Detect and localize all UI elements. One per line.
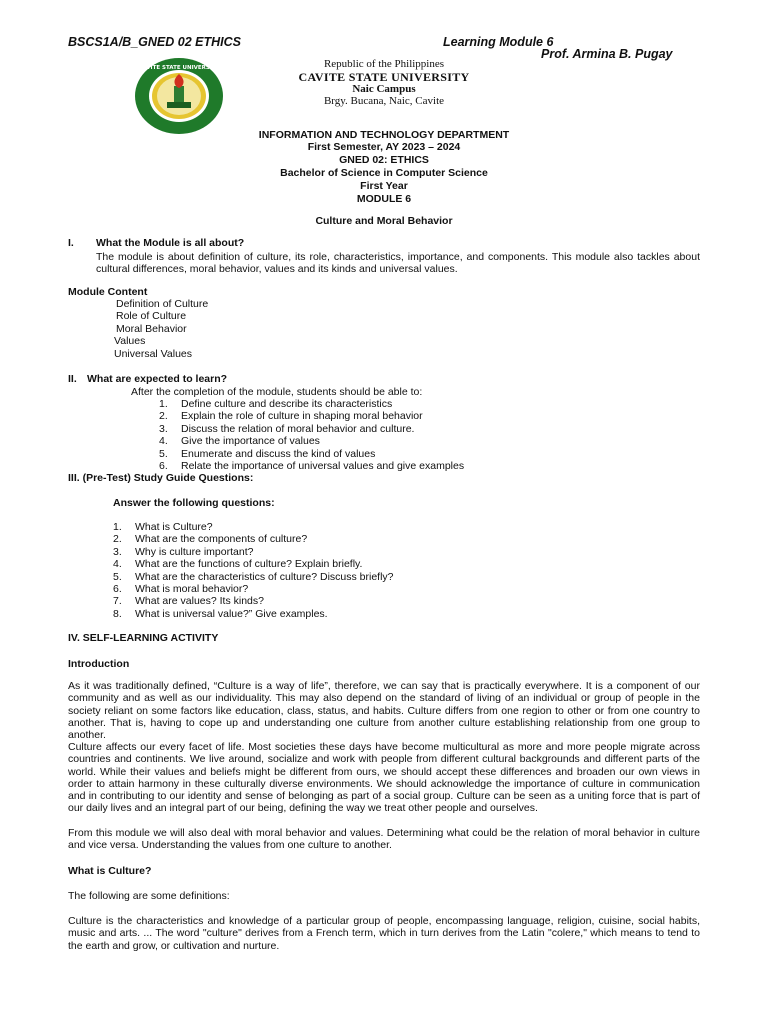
list-item: Moral Behavior <box>116 322 187 335</box>
list-item <box>159 435 464 447</box>
intro-paragraph-3: From this module we will also deal with moral behavior and values. Determining what could be the relation of moral behavior in culture and vice versa. Understanding the values from one culture to another. <box>68 827 700 852</box>
item-text: What is universal value?” Give examples. <box>135 607 328 620</box>
item-number: 3. <box>159 422 168 435</box>
section3-instruction: Answer the following questions: <box>113 497 275 509</box>
introduction-title: Introduction <box>68 658 130 670</box>
item-number: 2. <box>159 410 168 423</box>
campus-address: Brgy. Bucana, Naic, Cavite <box>323 95 445 107</box>
professor-header: Prof. Armina B. Pugay <box>541 47 673 61</box>
list-item <box>113 608 394 620</box>
item-number: 8. <box>113 607 122 620</box>
item-text: Discuss the relation of moral behavior and culture. <box>181 422 415 435</box>
item-text: What are values? Its kinds? <box>135 595 264 608</box>
list-item <box>159 448 464 460</box>
culture-definition: Culture is the characteristics and knowledge of a particular group of people, encompassing language, religion, cuisine, social habits, music and arts. ... The word "culture" derives from a French term, which in turn derives from the Latin "colere," which means to tend to the earth and grow, or cultivation and nurture. <box>68 915 700 952</box>
item-number: 6. <box>113 583 122 596</box>
item-number: 2. <box>113 533 122 546</box>
item-number: 4. <box>113 558 122 571</box>
section3-title: III. (Pre-Test) Study Guide Questions: <box>68 472 254 484</box>
section2-number: II. <box>68 373 77 385</box>
item-text: Explain the role of culture in shaping moral behavior <box>181 410 423 423</box>
item-text: Give the importance of values <box>181 435 320 448</box>
item-number: 5. <box>159 447 168 460</box>
campus-name: Naic Campus <box>352 83 416 95</box>
module-label-header: Learning Module 6 <box>443 35 554 49</box>
item-number: 5. <box>113 570 122 583</box>
item-text: What are the functions of culture? Explain briefly. <box>135 558 363 571</box>
section1-body: The module is about definition of culture, its role, characteristics, importance, and components. This module also tackles about cultural differences, moral behavior, values and its kinds and universal values. <box>96 251 700 276</box>
list-item <box>159 398 464 410</box>
questions-list <box>113 521 394 620</box>
module-content-list <box>114 298 208 360</box>
module-content-title: Module Content <box>68 286 148 298</box>
course-code-header: BSCS1A/B_GNED 02 ETHICS <box>68 35 241 49</box>
department-title: INFORMATION AND TECHNOLOGY DEPARTMENT <box>258 129 510 141</box>
university-name: CAVITE STATE UNIVERSITY <box>298 70 470 84</box>
item-number: 6. <box>159 460 168 473</box>
what-is-culture-title: What is Culture? <box>68 865 152 877</box>
list-item <box>159 410 464 422</box>
item-text: What are the components of culture? <box>135 533 308 546</box>
logo-text: CAVITE STATE UNIVERSITY <box>138 65 220 71</box>
section1-number: I. <box>68 237 74 249</box>
module-number: MODULE 6 <box>356 193 412 205</box>
objectives-list <box>159 398 464 472</box>
section4-title: IV. SELF-LEARNING ACTIVITY <box>68 632 219 644</box>
list-item <box>113 571 394 583</box>
section2-intro: After the completion of the module, students should be able to: <box>131 386 423 398</box>
item-text: Why is culture important? <box>135 545 254 558</box>
list-item <box>113 595 394 607</box>
item-number: 4. <box>159 435 168 448</box>
list-item: Universal Values <box>114 347 193 360</box>
module-title: Culture and Moral Behavior <box>315 215 453 227</box>
program-line: Bachelor of Science in Computer Science <box>280 167 488 179</box>
item-text: What is moral behavior? <box>135 583 249 596</box>
list-item: Definition of Culture <box>116 298 209 310</box>
item-number: 7. <box>113 595 122 608</box>
section2-title: What are expected to learn? <box>87 373 228 385</box>
list-item <box>113 583 394 595</box>
year-line: First Year <box>360 180 408 192</box>
intro-paragraph-2: Culture affects our every facet of life. Most societies these days have become multicultural as more and more people migrate across countries and continents. We live around, socialize and work with people from different cultural backgrounds and different parts of the world. While their values and beliefs might be different from ours, we should accept these differences and broaden our own views in order to attain harmony in these culturally diverse environments. We should acknowledge the importance of culture in communication and in contributing to our identity and sense of belonging as part of a social group. Culture can be seen as a uniting force that is part of our daily lives and an integral part of our being, defining the way we treat other people and ourselves. <box>68 741 700 815</box>
semester-line: First Semester, AY 2023 – 2024 <box>307 141 461 153</box>
list-item: Values <box>114 335 146 348</box>
section1-title: What the Module is all about? <box>96 237 245 249</box>
republic-line: Republic of the Philippines <box>323 58 445 70</box>
list-item <box>159 423 464 435</box>
item-text: Enumerate and discuss the kind of values <box>181 447 376 460</box>
item-number: 1. <box>159 398 168 410</box>
item-text: Define culture and describe its characteristics <box>181 398 393 410</box>
item-number: 3. <box>113 545 122 558</box>
item-text: What are the characteristics of culture? Discuss briefly? <box>135 570 394 583</box>
item-text: What is Culture? <box>135 521 213 533</box>
list-item <box>113 521 394 533</box>
item-number: 1. <box>113 521 122 533</box>
intro-paragraph-1: As it was traditionally defined, “Culture is a way of life”, therefore, we can say that is practically everywhere. It is a component of our community and as well as our individuality. This may also depend on the standard of living of an individual or group of people in the society reliant on some factors like education, class, status, and habits. Culture differs from one region to other or from one country to another. That is, having to cope up and understanding one culture from another culture establishing relationship from one group to another. <box>68 680 700 742</box>
list-item <box>113 533 394 545</box>
list-item <box>113 558 394 570</box>
item-text: Relate the importance of universal values and give examples <box>181 460 465 473</box>
definitions-intro: The following are some definitions: <box>68 890 230 902</box>
list-item <box>159 460 464 472</box>
course-line: GNED 02: ETHICS <box>339 154 429 166</box>
list-item: Role of Culture <box>116 310 187 323</box>
list-item <box>113 546 394 558</box>
